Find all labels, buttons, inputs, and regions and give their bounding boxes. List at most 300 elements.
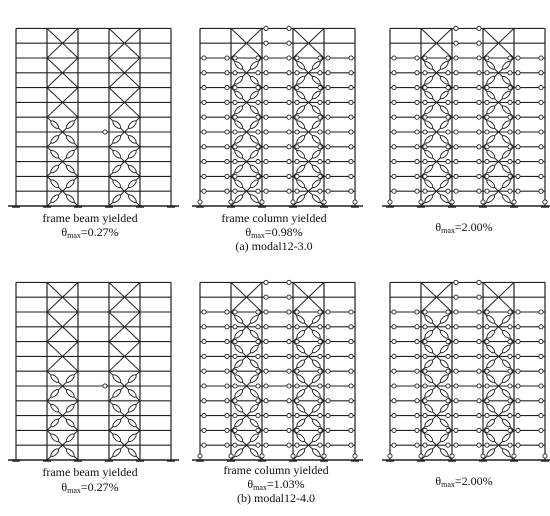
brace-yield-mark <box>424 75 434 85</box>
plastic-hinge <box>454 340 458 344</box>
plastic-hinge <box>415 443 419 447</box>
brace-yield-mark <box>127 149 137 159</box>
plastic-hinge <box>392 174 396 178</box>
plastic-hinge <box>349 56 353 60</box>
brace-yield-mark <box>311 60 321 70</box>
plastic-hinge <box>508 310 512 314</box>
plastic-hinge <box>202 354 206 358</box>
plastic-hinge <box>477 71 481 75</box>
plastic-hinge <box>229 200 233 204</box>
plastic-hinge <box>326 414 330 418</box>
plastic-hinge <box>287 354 291 358</box>
plastic-hinge <box>477 189 481 193</box>
plastic-hinge <box>349 428 353 432</box>
plastic-hinge <box>295 174 299 178</box>
brace-yield-mark <box>112 194 122 204</box>
brace-yield-mark <box>234 60 244 70</box>
plastic-hinge <box>295 189 299 193</box>
plastic-hinge <box>415 174 419 178</box>
brace-yield-mark <box>249 403 259 413</box>
plastic-hinge <box>446 174 450 178</box>
brace-yield-mark <box>424 314 434 324</box>
brace-yield-mark <box>486 433 496 443</box>
plastic-hinge <box>516 160 520 164</box>
plastic-hinge <box>295 369 299 373</box>
plastic-hinge <box>419 200 423 204</box>
plastic-hinge <box>349 310 353 314</box>
plastic-hinge <box>481 454 485 458</box>
plastic-hinge <box>454 443 458 447</box>
plastic-hinge <box>225 145 229 149</box>
plastic-hinge <box>508 115 512 119</box>
brace-yield-mark <box>501 194 511 204</box>
plastic-hinge <box>326 443 330 447</box>
plastic-hinge <box>202 86 206 90</box>
plastic-hinge <box>256 399 260 403</box>
plastic-hinge <box>225 115 229 119</box>
frame-panel <box>192 280 363 461</box>
plastic-hinge <box>415 160 419 164</box>
panel-a1-theta <box>61 225 118 243</box>
theta-value: =0.27% <box>80 225 119 239</box>
plastic-hinge <box>423 160 427 164</box>
plastic-hinge <box>539 399 543 403</box>
plastic-hinge <box>318 71 322 75</box>
plastic-hinge <box>233 325 237 329</box>
frame-panel <box>382 26 550 207</box>
plastic-hinge <box>516 100 520 104</box>
brace-yield-mark <box>249 179 259 189</box>
plastic-hinge <box>287 100 291 104</box>
plastic-hinge <box>287 340 291 344</box>
brace-yield-mark <box>296 388 306 398</box>
plastic-hinge <box>539 325 543 329</box>
plastic-hinge <box>202 310 206 314</box>
brace-yield-mark <box>50 120 60 130</box>
plastic-hinge <box>256 369 260 373</box>
panel-a3-theta <box>435 220 492 238</box>
theta-subscript: max <box>441 226 455 235</box>
plastic-hinge <box>233 414 237 418</box>
brace-yield-mark <box>296 75 306 85</box>
brace-yield-mark <box>65 120 75 130</box>
plastic-hinge <box>326 325 330 329</box>
brace-yield-mark <box>249 75 259 85</box>
plastic-hinge <box>349 354 353 358</box>
plastic-hinge <box>233 189 237 193</box>
brace-yield-mark <box>439 194 449 204</box>
plastic-hinge <box>477 340 481 344</box>
plastic-hinge <box>454 414 458 418</box>
plastic-hinge <box>287 443 291 447</box>
plastic-hinge <box>485 414 489 418</box>
plastic-hinge <box>264 310 268 314</box>
brace-yield-mark <box>424 149 434 159</box>
plastic-hinge <box>423 189 427 193</box>
brace-yield-mark <box>234 314 244 324</box>
plastic-hinge <box>392 414 396 418</box>
plastic-hinge <box>233 174 237 178</box>
plastic-hinge <box>392 399 396 403</box>
theta-subscript: max <box>251 231 265 240</box>
plastic-hinge <box>349 71 353 75</box>
brace-yield-mark <box>424 120 434 130</box>
panel-b1-theta <box>61 480 118 498</box>
plastic-hinge <box>477 130 481 134</box>
plastic-hinge <box>287 86 291 90</box>
brace-yield-mark <box>65 433 75 443</box>
plastic-hinge <box>485 189 489 193</box>
plastic-hinge <box>508 56 512 60</box>
plastic-hinge <box>233 86 237 90</box>
panel-b2-state: frame column yielded <box>223 463 329 477</box>
plastic-hinge <box>295 354 299 358</box>
brace-yield-mark <box>501 75 511 85</box>
plastic-hinge <box>508 130 512 134</box>
plastic-hinge <box>454 399 458 403</box>
plastic-hinge <box>295 115 299 119</box>
brace-yield-mark <box>439 90 449 100</box>
plastic-hinge <box>318 86 322 90</box>
plastic-hinge <box>287 115 291 119</box>
brace-yield-mark <box>296 179 306 189</box>
plastic-hinge <box>539 428 543 432</box>
brace-yield-mark <box>234 344 244 354</box>
plastic-hinge <box>202 443 206 447</box>
theta-value: =2.00% <box>454 220 493 234</box>
plastic-hinge <box>477 280 481 284</box>
plastic-hinge <box>233 443 237 447</box>
plastic-hinge <box>225 428 229 432</box>
brace-yield-mark <box>439 329 449 339</box>
plastic-hinge <box>508 160 512 164</box>
plastic-hinge <box>539 100 543 104</box>
brace-yield-mark <box>50 149 60 159</box>
brace-yield-mark <box>234 164 244 174</box>
plastic-hinge <box>392 340 396 344</box>
plastic-hinge <box>225 174 229 178</box>
plastic-hinge <box>477 41 481 45</box>
brace-yield-mark <box>249 418 259 428</box>
brace-yield-mark <box>50 403 60 413</box>
theta-subscript: max <box>253 483 267 492</box>
plastic-hinge <box>264 280 268 284</box>
plastic-hinge <box>202 160 206 164</box>
frame-panel <box>8 282 179 461</box>
brace-yield-mark <box>424 374 434 384</box>
plastic-hinge <box>264 145 268 149</box>
plastic-hinge <box>349 384 353 388</box>
plastic-hinge <box>318 325 322 329</box>
plastic-hinge <box>233 56 237 60</box>
plastic-hinge <box>446 189 450 193</box>
plastic-hinge <box>256 100 260 104</box>
plastic-hinge <box>485 174 489 178</box>
plastic-hinge <box>477 354 481 358</box>
brace-yield-mark <box>249 164 259 174</box>
plastic-hinge <box>508 443 512 447</box>
plastic-hinge <box>485 384 489 388</box>
plastic-hinge <box>202 145 206 149</box>
plastic-hinge <box>295 443 299 447</box>
plastic-hinge <box>508 354 512 358</box>
plastic-hinge <box>446 71 450 75</box>
plastic-hinge <box>508 369 512 373</box>
plastic-hinge <box>423 414 427 418</box>
plastic-hinge <box>539 443 543 447</box>
plastic-hinge <box>318 399 322 403</box>
plastic-hinge <box>539 145 543 149</box>
plastic-hinge <box>291 200 295 204</box>
plastic-hinge <box>326 189 330 193</box>
plastic-hinge <box>264 428 268 432</box>
plastic-hinge <box>388 200 392 204</box>
plastic-hinge <box>415 56 419 60</box>
plastic-hinge <box>233 399 237 403</box>
plastic-hinge <box>508 414 512 418</box>
brace-yield-mark <box>127 388 137 398</box>
plastic-hinge <box>318 189 322 193</box>
plastic-hinge <box>287 384 291 388</box>
brace-yield-mark <box>439 164 449 174</box>
plastic-hinge <box>295 130 299 134</box>
brace-yield-mark <box>65 194 75 204</box>
plastic-hinge <box>349 325 353 329</box>
brace-yield-mark <box>234 149 244 159</box>
plastic-hinge <box>477 399 481 403</box>
plastic-hinge <box>508 174 512 178</box>
plastic-hinge <box>485 325 489 329</box>
brace-yield-mark <box>50 374 60 384</box>
brace-yield-mark <box>424 60 434 70</box>
plastic-hinge <box>287 160 291 164</box>
brace-yield-mark <box>249 374 259 384</box>
plastic-hinge <box>287 41 291 45</box>
plastic-hinge <box>287 369 291 373</box>
brace-yield-mark <box>234 105 244 115</box>
plastic-hinge <box>454 280 458 284</box>
plastic-hinge <box>485 86 489 90</box>
plastic-hinge <box>388 454 392 458</box>
plastic-hinge <box>233 115 237 119</box>
brace-yield-mark <box>486 179 496 189</box>
plastic-hinge <box>454 325 458 329</box>
plastic-hinge <box>256 384 260 388</box>
brace-yield-mark <box>234 75 244 85</box>
brace-yield-mark <box>234 329 244 339</box>
brace-yield-mark <box>65 149 75 159</box>
plastic-hinge <box>318 130 322 134</box>
plastic-hinge <box>477 160 481 164</box>
brace-yield-mark <box>127 164 137 174</box>
plastic-hinge <box>454 369 458 373</box>
brace-yield-mark <box>249 433 259 443</box>
plastic-hinge <box>264 174 268 178</box>
brace-yield-mark <box>311 314 321 324</box>
plastic-hinge <box>446 56 450 60</box>
panel-b3-theta <box>435 474 492 492</box>
plastic-hinge <box>415 354 419 358</box>
brace-yield-mark <box>439 179 449 189</box>
plastic-hinge <box>326 310 330 314</box>
brace-yield-mark <box>296 149 306 159</box>
plastic-hinge <box>446 354 450 358</box>
plastic-hinge <box>454 130 458 134</box>
brace-yield-mark <box>249 388 259 398</box>
plastic-hinge <box>264 340 268 344</box>
plastic-hinge <box>516 86 520 90</box>
plastic-hinge <box>349 86 353 90</box>
brace-yield-mark <box>439 359 449 369</box>
plastic-hinge <box>318 443 322 447</box>
plastic-hinge <box>287 414 291 418</box>
plastic-hinge <box>539 384 543 388</box>
plastic-hinge <box>477 174 481 178</box>
brace-yield-mark <box>311 149 321 159</box>
plastic-hinge <box>423 399 427 403</box>
plastic-hinge <box>264 369 268 373</box>
plastic-hinge <box>477 115 481 119</box>
brace-yield-mark <box>486 418 496 428</box>
brace-yield-mark <box>424 194 434 204</box>
plastic-hinge <box>485 130 489 134</box>
plastic-hinge <box>516 189 520 193</box>
brace-yield-mark <box>501 329 511 339</box>
brace-yield-mark <box>311 344 321 354</box>
brace-yield-mark <box>112 179 122 189</box>
plastic-hinge <box>326 145 330 149</box>
plastic-hinge <box>349 189 353 193</box>
brace-yield-mark <box>424 359 434 369</box>
panel-a1-state: frame beam yielded <box>42 211 138 225</box>
plastic-hinge <box>454 56 458 60</box>
brace-yield-mark <box>424 134 434 144</box>
plastic-hinge <box>295 399 299 403</box>
plastic-hinge <box>485 310 489 314</box>
brace-yield-mark <box>311 105 321 115</box>
plastic-hinge <box>225 71 229 75</box>
plastic-hinge <box>508 71 512 75</box>
brace-yield-mark <box>311 120 321 130</box>
plastic-hinge <box>264 100 268 104</box>
plastic-hinge <box>454 354 458 358</box>
plastic-hinge <box>415 189 419 193</box>
plastic-hinge <box>202 414 206 418</box>
plastic-hinge <box>264 399 268 403</box>
brace-yield-mark <box>112 164 122 174</box>
plastic-hinge <box>318 384 322 388</box>
theta-subscript: max <box>67 486 81 495</box>
brace-yield-mark <box>112 448 122 458</box>
plastic-hinge <box>423 130 427 134</box>
plastic-hinge <box>256 310 260 314</box>
plastic-hinge <box>295 310 299 314</box>
plastic-hinge <box>454 160 458 164</box>
brace-yield-mark <box>439 134 449 144</box>
plastic-hinge <box>287 295 291 299</box>
brace-yield-mark <box>249 194 259 204</box>
plastic-hinge <box>477 428 481 432</box>
plastic-hinge <box>419 454 423 458</box>
theta-subscript: max <box>441 480 455 489</box>
brace-yield-mark <box>486 403 496 413</box>
plastic-hinge <box>392 354 396 358</box>
plastic-hinge <box>260 454 264 458</box>
plastic-hinge <box>225 354 229 358</box>
plastic-hinge <box>446 86 450 90</box>
brace-yield-mark <box>486 75 496 85</box>
brace-yield-mark <box>112 374 122 384</box>
plastic-hinge <box>477 56 481 60</box>
theta-symbol: θ <box>247 477 254 491</box>
plastic-hinge <box>264 56 268 60</box>
brace-yield-mark <box>127 134 137 144</box>
brace-yield-mark <box>486 344 496 354</box>
plastic-hinge <box>392 160 396 164</box>
brace-yield-mark <box>65 179 75 189</box>
plastic-hinge <box>508 145 512 149</box>
brace-yield-mark <box>486 359 496 369</box>
brace-yield-mark <box>296 418 306 428</box>
plastic-hinge <box>202 130 206 134</box>
plastic-hinge <box>446 340 450 344</box>
brace-yield-mark <box>311 418 321 428</box>
plastic-hinge <box>516 115 520 119</box>
plastic-hinge <box>539 174 543 178</box>
plastic-hinge <box>202 189 206 193</box>
plastic-hinge <box>326 340 330 344</box>
brace-yield-mark <box>65 134 75 144</box>
brace-yield-mark <box>501 359 511 369</box>
brace-yield-mark <box>50 448 60 458</box>
plastic-hinge <box>539 414 543 418</box>
plastic-hinge <box>202 340 206 344</box>
plastic-hinge <box>225 369 229 373</box>
plastic-hinge <box>446 130 450 134</box>
brace-yield-mark <box>249 120 259 130</box>
plastic-hinge <box>264 26 268 30</box>
brace-yield-mark <box>501 418 511 428</box>
theta-value: =2.00% <box>454 474 493 488</box>
plastic-hinge <box>415 340 419 344</box>
plastic-hinge <box>198 454 202 458</box>
brace-yield-mark <box>112 149 122 159</box>
brace-yield-mark <box>501 120 511 130</box>
brace-yield-mark <box>311 374 321 384</box>
plastic-hinge <box>423 174 427 178</box>
plastic-hinge <box>103 384 107 388</box>
plastic-hinge <box>256 130 260 134</box>
plastic-hinge <box>415 86 419 90</box>
brace-yield-mark <box>439 388 449 398</box>
brace-yield-mark <box>50 388 60 398</box>
plastic-hinge <box>233 160 237 164</box>
plastic-hinge <box>326 86 330 90</box>
plastic-hinge <box>198 200 202 204</box>
plastic-hinge <box>322 454 326 458</box>
plastic-hinge <box>264 86 268 90</box>
plastic-hinge <box>318 160 322 164</box>
brace-yield-mark <box>127 433 137 443</box>
brace-yield-mark <box>127 403 137 413</box>
plastic-hinge <box>446 443 450 447</box>
plastic-hinge <box>349 369 353 373</box>
plastic-hinge <box>539 160 543 164</box>
plastic-hinge <box>485 354 489 358</box>
plastic-hinge <box>392 115 396 119</box>
plastic-hinge <box>349 174 353 178</box>
plastic-hinge <box>539 369 543 373</box>
